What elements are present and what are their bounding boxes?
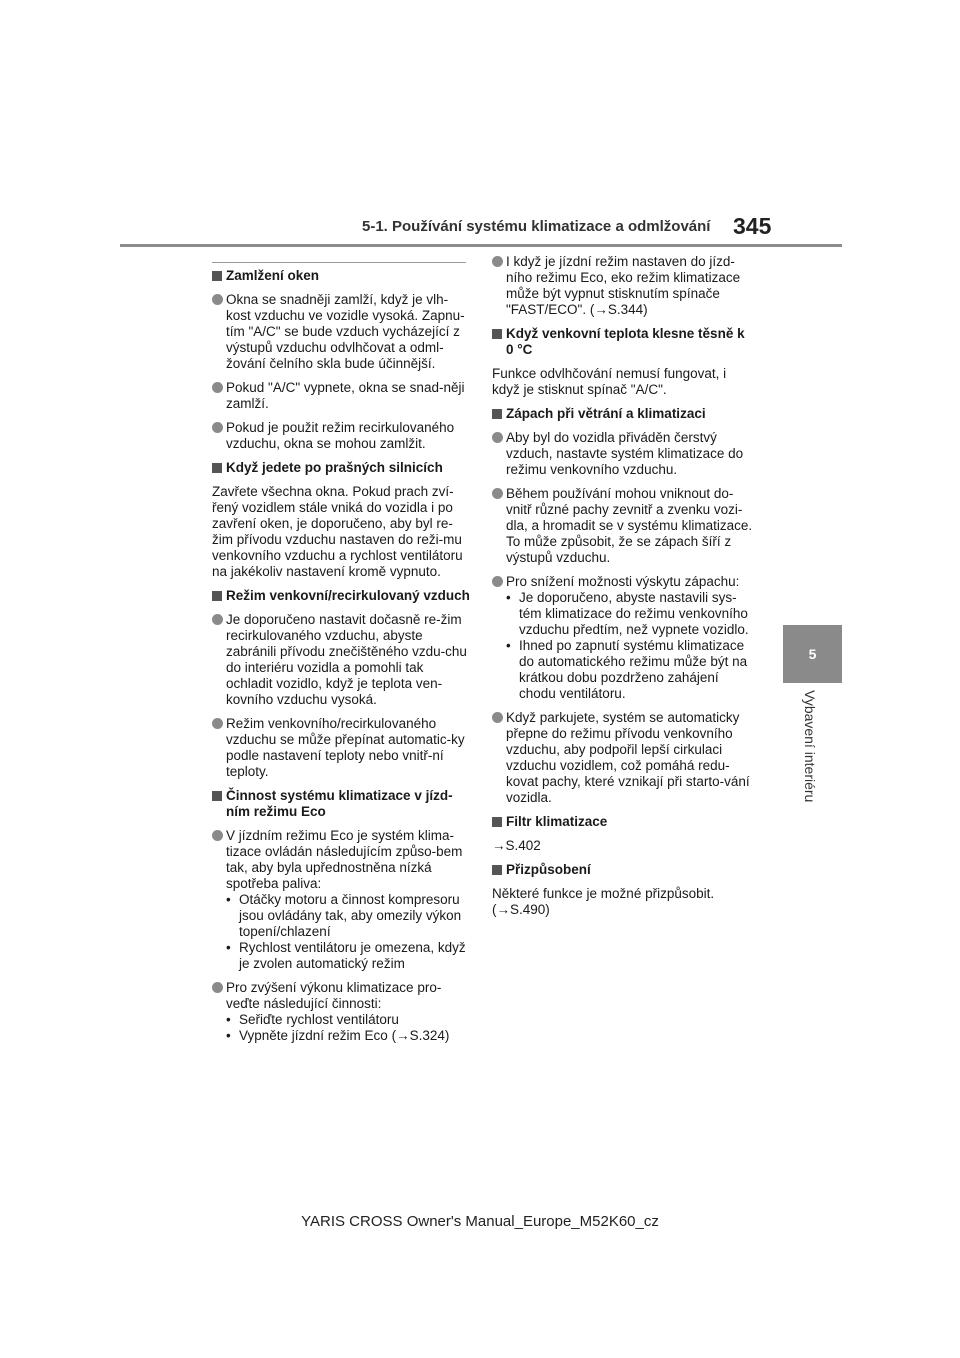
heading-text: Režim venkovní/recirkulovaný vzduch	[226, 588, 470, 603]
sub-bullet-item	[226, 1012, 472, 1028]
section-title: 5-1. Používání systému klimatizace a odmlžování	[362, 218, 711, 235]
chapter-number: 5	[808, 646, 817, 662]
bullet-item	[212, 380, 472, 412]
heading-text: Když venkovní teplota klesne těsně k 0 °C	[506, 326, 745, 357]
square-bullet-icon	[212, 791, 222, 801]
bullet-item	[492, 430, 754, 478]
bullet-item	[492, 254, 754, 318]
square-bullet-icon	[492, 865, 502, 875]
sub-bullet-text: Seřiďte rychlost ventilátoru	[239, 1012, 399, 1027]
circle-bullet-icon	[492, 576, 503, 587]
bullet-text: Během používání mohou vniknout do-vnitř různé pachy zevnitř a zvenku vozi-dla, a hromadit se v systému klimatizace. To může způsobit, že se zápach šíří z výstupů vzduchu.	[506, 486, 753, 565]
heading-text: Přizpůsobení	[506, 862, 591, 877]
circle-bullet-icon	[212, 294, 223, 305]
bullet-text: Pro zvýšení výkonu klimatizace pro-veďte následující činnosti:	[226, 980, 442, 1011]
circle-bullet-icon	[212, 382, 223, 393]
bullet-text: Je doporučeno nastavit dočasně re-žim recirkulovaného vzduchu, abyste zabránili přívodu znečištěného vzdu-chu do interiéru vozidla a pomohli tak ochladit vozidlo, když je teplota ven-kovního vzduchu vysoká.	[226, 612, 467, 707]
left-column	[212, 268, 472, 1052]
sub-bullet-item	[226, 892, 472, 940]
bullet-item	[492, 710, 754, 806]
bullet-item	[212, 612, 472, 708]
square-bullet-icon	[212, 271, 222, 281]
heading-text: Činnost systému klimatizace v jízd-ním režimu Eco	[226, 788, 453, 819]
bullet-text: Když parkujete, systém se automaticky přepne do režimu přívodu venkovního vzduchu, aby podpořil lepší cirkulaci vzduchu vozidlem, což pomáhá redu-kovat pachy, které vznikají při starto-vání vozidla.	[506, 710, 750, 805]
circle-bullet-icon	[212, 422, 223, 433]
sub-bullet-marker: •	[226, 940, 231, 955]
sub-bullet-marker: •	[226, 892, 231, 907]
footer-manual-id: YARIS CROSS Owner's Manual_Europe_M52K60_cz	[301, 1213, 659, 1230]
bullet-item	[492, 574, 754, 702]
square-bullet-icon	[492, 817, 502, 827]
section-heading	[212, 588, 472, 604]
bullet-text: Pro snížení možnosti výskytu zápachu:	[506, 574, 740, 589]
circle-bullet-icon	[212, 614, 223, 625]
sub-bullet-text: Vypněte jízdní režim Eco (→S.324)	[239, 1028, 450, 1043]
page-number: 345	[733, 213, 772, 239]
sub-bullet-item	[226, 940, 472, 972]
paragraph: Funkce odvlhčování nemusí fungovat, i když je stisknut spínač "A/C".	[492, 366, 727, 397]
sub-bullet-item	[506, 590, 754, 638]
circle-bullet-icon	[492, 256, 503, 267]
bullet-item	[492, 486, 754, 566]
section-heading	[212, 460, 472, 476]
section-heading	[492, 406, 754, 422]
circle-bullet-icon	[492, 432, 503, 443]
column-divider	[212, 262, 466, 263]
section-heading	[492, 326, 754, 358]
square-bullet-icon	[212, 591, 222, 601]
sub-bullet-marker: •	[226, 1012, 231, 1027]
paragraph: Zavřete všechna okna. Pokud prach zví-řený vozidlem stále vniká do vozidla i po zavření oken, je doporučeno, aby byl re-žim přívodu vzduchu nastaven do reži-mu venkovního vzduchu a rychlost ventilátoru na jakékoliv nastavení kromě vypnuto.	[212, 484, 463, 579]
bullet-text: Pokud "A/C" vypnete, okna se snad-něji zamlží.	[226, 380, 465, 411]
chapter-tab	[783, 625, 842, 683]
sub-bullet-text: Otáčky motoru a činnost kompresoru jsou ovládány tak, aby omezily výkon topení/chlazení	[239, 892, 462, 939]
section-heading	[492, 862, 754, 878]
square-bullet-icon	[492, 409, 502, 419]
circle-bullet-icon	[212, 830, 223, 841]
sub-bullet-text: Ihned po zapnutí systému klimatizace do automatického režimu může být na krátkou dobu pozdrženo zahájení chodu ventilátoru.	[519, 638, 748, 701]
right-column	[492, 254, 754, 926]
bullet-text: Aby byl do vozidla přiváděn čerstvý vzduch, nastavte systém klimatizace do režimu venkovního vzduchu.	[506, 430, 744, 477]
sub-bullet-text: Rychlost ventilátoru je omezena, když je zvolen automatický režim	[239, 940, 466, 971]
circle-bullet-icon	[492, 712, 503, 723]
bullet-text: Okna se snadněji zamlží, když je vlh-kost vzduchu ve vozidle vysoká. Zapnu-tím "A/C" se bude vzduch vycházející z výstupů vzduchu odvlhčovat a odml-žování čelního skla bude účinnější.	[226, 292, 465, 371]
chapter-label: Vybavení interiéru	[802, 690, 818, 803]
bullet-item	[212, 292, 472, 372]
circle-bullet-icon	[212, 982, 223, 993]
paragraph: Některé funkce je možné přizpůsobit. (→S.490)	[492, 886, 715, 917]
paragraph: →S.402	[492, 838, 541, 853]
bullet-item	[212, 716, 472, 780]
section-heading	[212, 788, 472, 820]
bullet-text: I když je jízdní režim nastaven do jízd-ního režimu Eco, eko režim klimatizace může být vypnut stisknutím spínače "FAST/ECO". (→S.344)	[506, 254, 741, 317]
square-bullet-icon	[492, 329, 502, 339]
sub-bullet-marker: •	[506, 638, 511, 653]
bullet-item	[212, 980, 472, 1044]
bullet-text: Režim venkovního/recirkulovaného vzduchu se může přepínat automatic-ky podle nastavení teploty nebo vnitř-ní teploty.	[226, 716, 465, 779]
sub-bullet-text: Je doporučeno, abyste nastavili sys-tém klimatizace do režimu venkovního vzduchu předtím, než vypnete vozidlo.	[519, 590, 749, 637]
bullet-item	[212, 828, 472, 972]
bullet-text: Pokud je použit režim recirkulovaného vzduchu, okna se mohou zamlžit.	[226, 420, 455, 451]
heading-text: Když jedete po prašných silnicích	[226, 460, 443, 475]
header-divider	[120, 244, 842, 247]
sub-bullet-marker: •	[226, 1028, 231, 1043]
section-heading	[492, 814, 754, 830]
sub-bullet-marker: •	[506, 590, 511, 605]
sub-bullet-item	[226, 1028, 472, 1044]
sub-bullet-item	[506, 638, 754, 702]
circle-bullet-icon	[492, 488, 503, 499]
heading-text: Zamlžení oken	[226, 268, 320, 283]
square-bullet-icon	[212, 463, 222, 473]
bullet-item	[212, 420, 472, 452]
circle-bullet-icon	[212, 718, 223, 729]
bullet-text: V jízdním režimu Eco je systém klima-tizace ovládán následujícím způso-bem tak, aby byla upřednostněna nízká spotřeba paliva:	[226, 828, 463, 891]
heading-text: Zápach při větrání a klimatizaci	[506, 406, 706, 421]
section-heading	[212, 268, 472, 284]
heading-text: Filtr klimatizace	[506, 814, 608, 829]
